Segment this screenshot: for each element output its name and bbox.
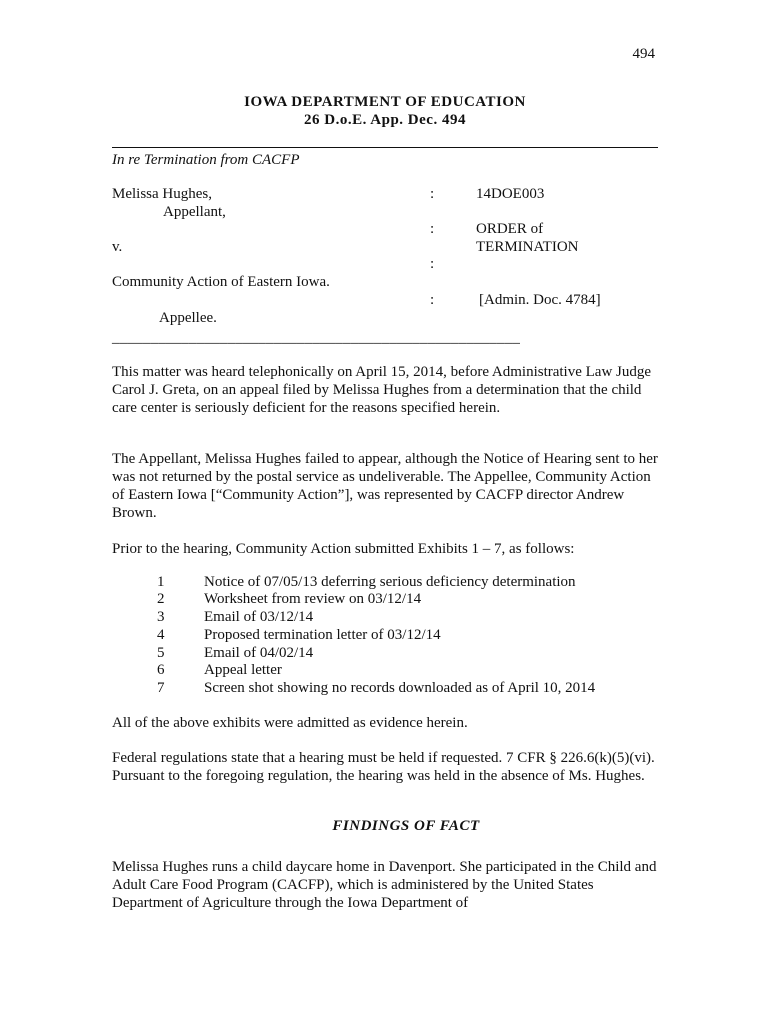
- caption-colon: :: [430, 256, 435, 272]
- case-caption-title: In re Termination from CACFP: [112, 152, 300, 168]
- exhibit-number: 7: [157, 680, 165, 696]
- header-rule: [112, 147, 658, 148]
- versus: v.: [112, 239, 123, 255]
- docket-number: 14DOE003: [476, 186, 545, 202]
- admin-doc-number: [Admin. Doc. 4784]: [479, 292, 601, 308]
- order-title-line2: TERMINATION: [476, 239, 579, 255]
- paragraph-regulation: Federal regulations state that a hearing must be held if requested. 7 CFR § 226.6(k)(5)(vi). Pursuant to the foregoing regulation, the hearing was held in the absence of Ms. Hughes.: [112, 750, 655, 784]
- agency-header: IOWA DEPARTMENT OF EDUCATION: [244, 94, 526, 110]
- paragraph-hearing: This matter was heard telephonically on April 15, 2014, before Administrative Law Judge Carol J. Greta, on an appeal filed by Melissa Hughes from a determination that the child care center is seriously deficient for the reasons specified herein.: [112, 364, 652, 416]
- exhibit-number: 5: [157, 645, 165, 661]
- citation-header: 26 D.o.E. App. Dec. 494: [304, 112, 466, 128]
- paragraph-exhibits-intro: Prior to the hearing, Community Action submitted Exhibits 1 – 7, as follows:: [112, 541, 575, 557]
- exhibit-description: Email of 03/12/14: [204, 609, 314, 625]
- caption-colon: :: [430, 292, 435, 308]
- exhibit-number: 1: [157, 574, 165, 590]
- exhibit-description: Email of 04/02/14: [204, 645, 314, 661]
- appellant-name: Melissa Hughes,: [112, 186, 212, 202]
- paragraph-findings: Melissa Hughes runs a child daycare home in Davenport. She participated in the Child and Adult Care Food Program (CACFP), which is administered by the United States Department of Agriculture through the Iowa Department of: [112, 859, 657, 911]
- exhibit-number: 6: [157, 662, 165, 678]
- paragraph-admitted: All of the above exhibits were admitted as evidence herein.: [112, 715, 468, 731]
- exhibit-description: Screen shot showing no records downloaded as of April 10, 2014: [204, 680, 596, 696]
- exhibit-description: Worksheet from review on 03/12/14: [204, 591, 422, 607]
- appellant-role: Appellant,: [163, 204, 226, 220]
- section-heading-findings: FINDINGS OF FACT: [332, 818, 480, 834]
- exhibit-number: 2: [157, 591, 165, 607]
- page-number: 494: [632, 46, 655, 62]
- exhibit-description: Proposed termination letter of 03/12/14: [204, 627, 441, 643]
- exhibit-number: 3: [157, 609, 165, 625]
- exhibit-description: Notice of 07/05/13 deferring serious deficiency determination: [204, 574, 576, 590]
- appellee-name: Community Action of Eastern Iowa.: [112, 274, 330, 290]
- caption-colon: :: [430, 221, 435, 237]
- order-title-line1: ORDER of: [476, 221, 544, 237]
- appellee-role: Appellee.: [159, 310, 217, 326]
- caption-colon: :: [430, 186, 435, 202]
- exhibit-description: Appeal letter: [204, 662, 282, 678]
- paragraph-appearance: The Appellant, Melissa Hughes failed to appear, although the Notice of Hearing sent to her was not returned by the postal service as undeliverable. The Appellee, Community Action of Eastern Iowa [“Community Action”], was represented by CACFP director Andrew Brown.: [112, 451, 658, 521]
- caption-separator: _____________________________________________________: [112, 330, 521, 346]
- exhibit-number: 4: [157, 627, 165, 643]
